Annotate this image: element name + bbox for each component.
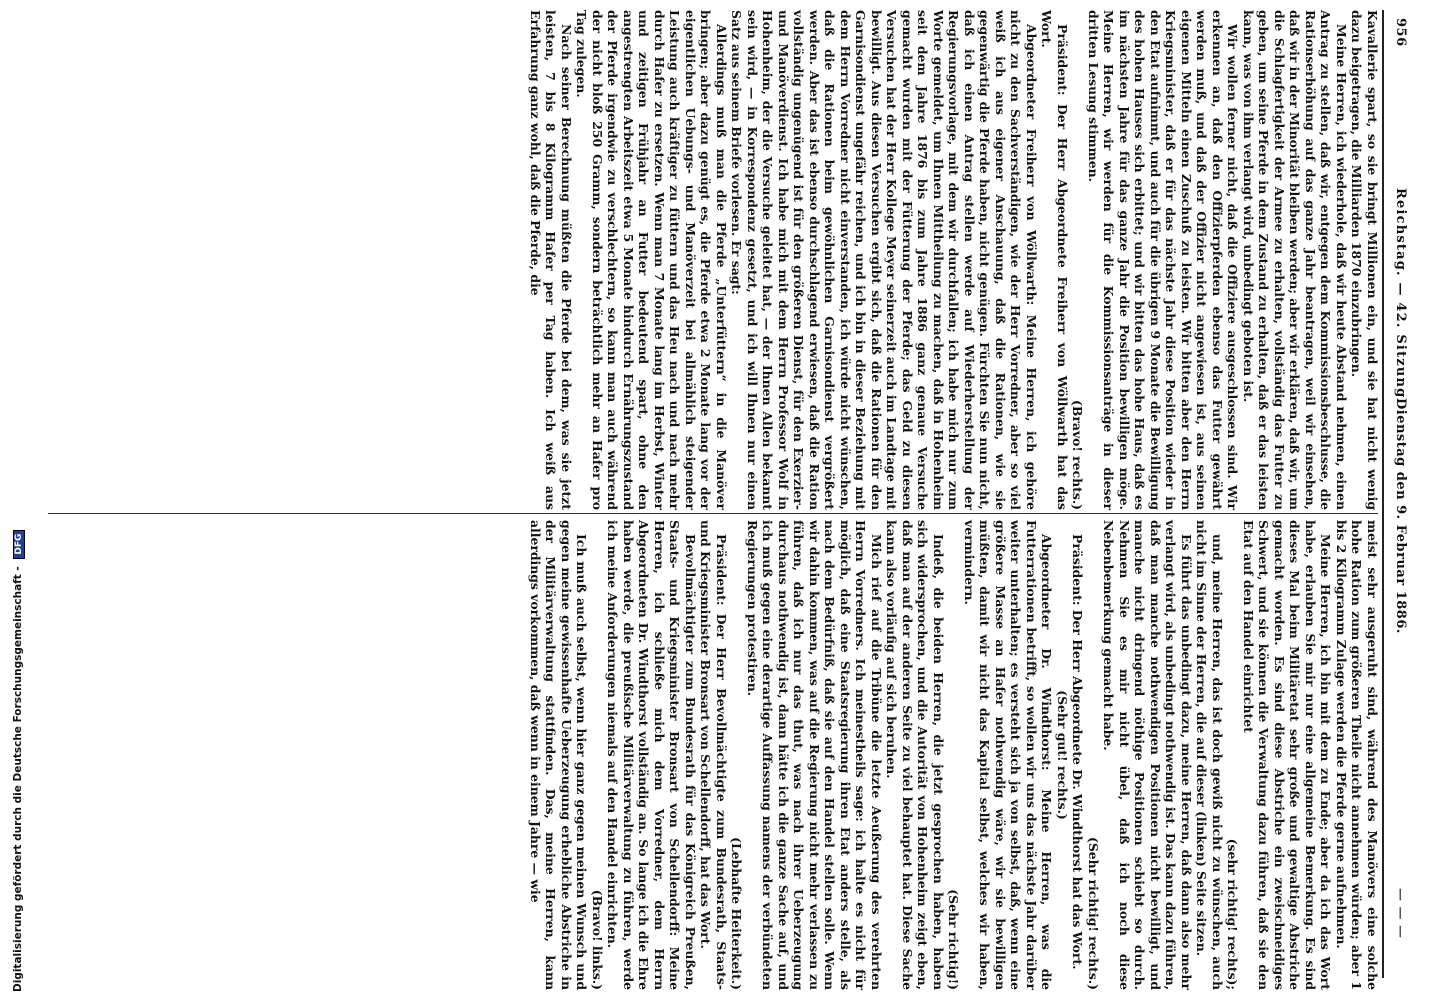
paragraph: Abgeordneter Freiherr von Wöllwarth: Meine Herren, ich gehöre nicht zu den Sachverständigen, wie der Herr Vorredner, aber so viel weiß ich aus eigener Anschauung, daß die Rationen, wie sie gegenwärtig die Pferde haben, nicht genügen. Fürchten Sie nun nicht, daß ich einen Antrag stellen werde auf Wiederherstellung der Regierungsvorlage, mit dem wir durchfallen; ich habe mich nur zum Worte gemeldet, um Ihnen Mittheilung zu machen, daß in Hohenheim seit dem Jahre 1876 bis zum Jahre 1886 ganz genaue Versuche gemacht wurden mit der Fütterung der Pferde; das Geld zu diesen Versuchen hat der Herr Kollege Meyer seinerzeit auch im Landtage mit bewilligt. Aus diesen Versuchen ergibt sich, daß die Rationen für den Garnisondienst ungefähr reichen, und ich bin in dieser Beziehung mit dem Herrn Vorredner nicht einverstanden, ich würde nicht wünschen, daß die Rationen beim gewöhnlichen Garnisondienst vergrößert werden. Aber das ist ebenso durchschlagend erwiesen, daß die Ration vollständig ungenügend ist für den größeren Dienst, für den Exerzier- und Manöverdienst. Ich habe mich mit dem Herrn Professor Wolf in Hohenheim, der die Versuche geleitet hat, — der Ihnen Allen bekannt sein wird, — in Korrespondenz gesetzt, und ich will Ihnen nur einen Satz aus seinem Briefe vorlesen. Er sagt: (729, 10, 1039, 510)
paragraph: Kavallerie spart, so sie bringt Millionen ein, und sie hat nicht wenig dazu beigetragen, die Milliarden 1870 einzubringen. (1349, 10, 1380, 510)
paragraph: Wir wollen ferner nicht, daß die Offiziere ausgeschlossen sind. Wir erkennen an, daß den Offizierpferden ebenso das Futter gewährt werden muß, und daß der Offizier nicht angewiesen ist, aus seinen eigenen Mitteln einen Zuschuß zu leisten. Wir bitten aber den Herrn Kriegsminister, daß er für das nächste Jahr diese Position wieder in den Etat aufnimmt, und auch für die übrigen 9 Monate die Bewilligung des hohen Hauses sich erbittet; und wir bitten das hohe Haus, daß es im nächsten Jahre für das ganze Jahr die Position bewilligen möge. Meine Herren, wir werden für die Kommissionsanträge in dieser dritten Lesung stimmen. (1086, 10, 1241, 510)
page-header (1386, 18, 1408, 978)
paragraph: meist sehr ausgeruht sind, während des Manövers eine solche hohe Ration zum größeren Theile nicht annehmen würden; aber 1 bis 2 Kilogramm Zulage werden die Pferde gerne aufnehmen. (1334, 520, 1380, 990)
paragraph: Abgeordneter Dr. Windthorst: Meine Herren, was die Futterrationen betrifft, so wollen wir uns das nächste Jahr darüber weiter unterhalten; es versteht sich ja von selbst, daß, wenn eine größere Masse an Hafer nothwendig wäre, wir sie bewilligen müßten, damit wir nicht das Kapital selbst, welches wir haben, vermindern. (962, 520, 1055, 990)
paragraph: (sehr richtig! rechts); (1225, 838, 1241, 990)
paragraph: Meine Herren, ich wiederhole, daß wir heute Abstand nehmen, einen Antrag zu stellen, daß wir, entgegen dem Kommissionsbeschlusse, die Rationserhöhung auf das ganze Jahr beantragen, weil wir einsehen, daß wir in der Minorität bleiben werden; aber wir erklären, daß wir, um die Schlagfertigkeit der Armee zu erhalten, vollständig das Futter zu geben, um seine Pferde in dem Zustand zu erhalten, daß er das leisten kann, was von ihm verlangt wird, unbedingt geboten ist. (1241, 10, 1349, 510)
paragraph: Bevollmächtigter zum Bundesrath für das Königreich Preußen, Staats- und Kriegsminister Bronsart von Schellendorff: Meine Herren, ich schließe mich dem Vorredner, dem Herrn Abgeordneten Dr. Windthorst vollständig an. So lange ich die Ehre haben werde, die preußische Militärverwaltung zu führen, werde ich meine Anforderungen niemals auf den Handel einrichten. (605, 520, 698, 990)
paragraph: (Sehr gut! rechts.) (1055, 690, 1070, 820)
paragraph: Indeß, die beiden Herren, die jetzt gesprochen haben, haben sich widersprochen, und die Autorität von Hohenheim zeigt eben, daß man auf der anderen Seite zu viel behauptet hat. Diese Sache kann also vorläufig auf sich beruhen. (884, 520, 946, 990)
right-column (528, 520, 1381, 990)
paragraph: Präsident: Der Herr Abgeordnete Freiherr von Wöllwarth hat das Wort. (1039, 10, 1070, 510)
paragraph: und, meine Herren, das ist doch gewiß nicht zu wünschen, auch nicht im Sinne der Herren, die auf dieser (linken) Seite sitzen. (1194, 520, 1225, 990)
footer-credit (12, 0, 26, 992)
left-column (528, 10, 1381, 510)
header-rule (1382, 10, 1384, 978)
paragraph: (Sehr richtig! rechts.) (1086, 836, 1101, 990)
paragraph: Es führt das unbedingt dazu, meine Herren, daß dann also mehr verlangt wird, als unbedingt nothwendig ist. Das kann dazu führen, daß man manche nothwendigen Positionen nicht bewilligt, und manche nicht dringend nöthige Positionen schiebt so durch. Nehmen Sie es mir nicht übel, daß ich noch diese Nebenbemerkung gemacht habe. (1101, 520, 1194, 991)
paragraph: Ich muß auch selbst, wenn hier ganz gegen meinen Wunsch und gegen meine gewissenhafte Ueberzeugung erhebliche Abstriche in der Militärverwaltung stattfinden. Das, meine Herren, kann allerdings vorkommen, daß wenn in einem Jahre — wie (528, 520, 590, 990)
paragraph: (Lebhafte Heiterkeit.) (729, 837, 745, 990)
paragraph: (Bravo! rechts.) (1070, 400, 1086, 510)
column-divider (48, 513, 1378, 514)
paragraph: Präsident: Der Herr Bevollmächtigte zum Bundesrath, Staats- und Kriegsminister Bronsart von Schellendorff, hat das Wort. (698, 520, 729, 990)
paragraph: Präsident: Der Herr Abgeordnete Dr. Windthorst hat das Wort. (1070, 534, 1086, 970)
paragraph: (Sehr richtig!) (946, 889, 962, 990)
rotated-page (34, 4, 1418, 1000)
paragraph: Mich rief auf die Tribüne die letzte Aeußerung des verehrten Herrn Vorredners. Ich meinestheils sage: ich halte es nicht für möglich, daß eine Staatsregierung ihren Etat anders stelle, als nach dem Bedürfniß, daß sie auf den Handel stellen solle. Wenn wir dahin kommen, was auf die Regierung nicht mehr verlassen zu führen, daß ich nur das thut, was nach ihrer Ueberzeugung durchaus nothwendig ist, dann hätte ich die ganze Sache auf, und ich muß gegen eine derartige Auffassung namens der verbündeten Regierungen protestiren. (745, 520, 884, 990)
paragraph: Meine Herren, ich bin mit dem zu Ende; aber da ich das Wort habe, erlauben Sie mir nur eine allgemeine Bemerkung. Es sind dieses Mal beim Militäretat sehr große und gewaltige Abstriche gemacht worden. Es sind diese Abstriche ein zweischneidiges Schwert, und sie können die Verwaltung dazu führen, daß sie den Etat auf den Handel einrichtet (1241, 520, 1334, 990)
footer-credit-text: Digitalisierung gefördert durch die Deutsche Forschungsgemeinschaft - (12, 566, 24, 992)
paragraph: Nach seiner Berechnung müßten die Pferde bei dem, was sie jetzt leisten, 7 bis 8 Kilogramm Hafer per Tag haben. Ich weiß aus Erfahrung ganz wohl, daß die Pferde, die (528, 10, 574, 510)
session-date: Dienstag den 9. Februar 1886. (1393, 398, 1408, 634)
header-mark: — — — (1393, 888, 1408, 939)
session-title: Reichstag. — 42. Sitzung. (1393, 188, 1408, 405)
dfg-logo: DFG (13, 530, 25, 559)
page-number: 956 (1393, 18, 1408, 47)
paragraph: Allerdings muß man die Pferde „Unterfüttern“ in die Manöver bringen; aber dazu genügt es, die Pferde etwa 2 Monate lang vor der eigentlichen Uebungs- und Manöverzeit bei allmählich steigender Leistung auch kräftiger zu füttern und das Heu nach und nach mehr durch Hafer zu ersetzen. Wenn man 7 Monate lang im Herbst, Winter und zeitigen Frühjahr an Futter bedeutend spart, ohne den angestrengten Arbeitszeit etwa 5 Monate hindurch Ernährungszustand der Pferde irgendwie zu verschlechtern, so kann man auch während der nicht bloß 250 Gramm, sondern beträchtlich mehr an Hafer pro Tag zulegen. (574, 10, 729, 510)
paragraph: (Bravo! links.) (590, 889, 605, 990)
